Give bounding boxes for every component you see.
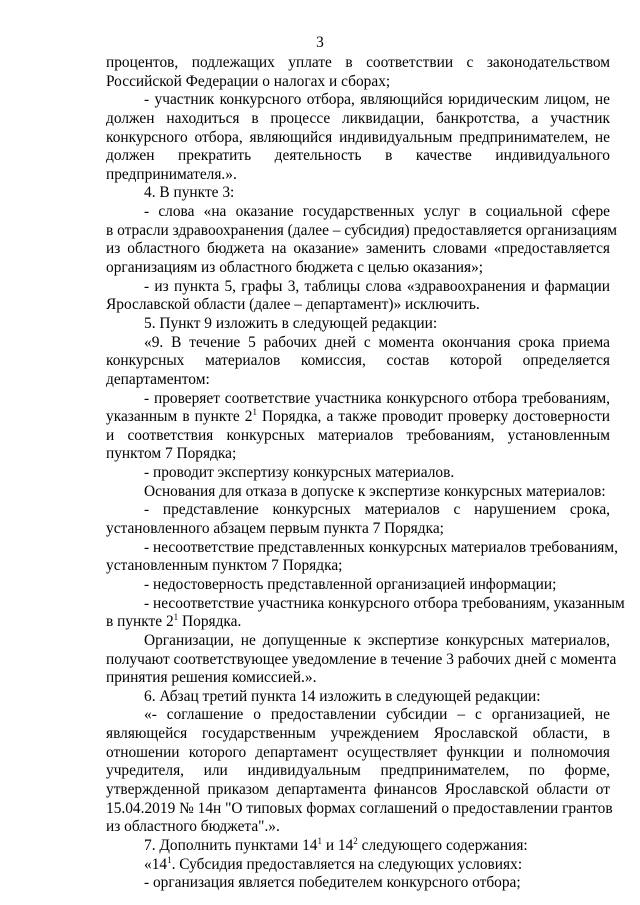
text-line — [106, 203, 610, 222]
text-segment: следующего содержания: — [357, 836, 528, 854]
text-segment: учредителя, или индивидуальным предпринимателем, по форме, — [106, 762, 610, 780]
text-line — [106, 464, 610, 483]
text-line — [106, 874, 610, 893]
text-line — [106, 129, 610, 148]
text-segment: должен находиться в процессе ликвидации, банкротства, а участник — [106, 109, 610, 127]
text-line — [106, 613, 610, 632]
text-line — [106, 594, 625, 614]
text-segment: Ярославской области (далее – департамент)» исключить. — [106, 296, 480, 314]
text-segment: Порядка. — [178, 613, 242, 631]
text-line — [106, 837, 610, 856]
text-segment: установленным пунктом 7 Порядка; — [106, 557, 343, 575]
text-line — [106, 501, 610, 520]
text-segment: - из пункта 5, графы 3, таблицы слова «здравоохранения и фармации — [144, 277, 610, 295]
text-segment: - представление конкурсных материалов с нарушением срока, — [144, 501, 610, 519]
text-segment: - организация является победителем конкурсного отбора; — [144, 874, 521, 892]
text-line — [106, 762, 610, 781]
text-segment: - проводит экспертизу конкурсных материалов. — [144, 464, 455, 482]
text-line — [106, 240, 610, 259]
text-line — [106, 259, 610, 278]
text-line — [106, 856, 610, 875]
superscript: 1 — [317, 835, 322, 846]
text-line — [106, 73, 610, 92]
text-segment: в пункте 2 — [106, 613, 174, 631]
text-line — [106, 334, 610, 353]
text-line — [106, 184, 610, 203]
text-segment: процентов, подлежащих уплате в соответствии с законодательством — [106, 54, 610, 71]
text-segment: департаментом: — [106, 370, 210, 388]
text-segment: в отрасли здравоохранения (далее – субсидия) предоставляется организациям — [106, 221, 618, 239]
text-line — [106, 650, 617, 670]
text-segment: «14 — [144, 855, 168, 873]
text-line — [106, 818, 610, 837]
page-number: 3 — [316, 34, 324, 51]
text-line — [106, 799, 613, 819]
superscript: 1 — [167, 854, 172, 865]
text-segment: указанным в пункте 2 — [106, 408, 253, 426]
text-segment: . Субсидия предоставляется на следующих условиях: — [171, 855, 523, 873]
text-line — [106, 54, 610, 73]
text-segment: 4. В пункте 3: — [144, 184, 235, 202]
text-segment: пунктом 7 Порядка; — [106, 445, 237, 463]
text-line — [106, 669, 610, 688]
text-segment: отношении которого департамент осуществляет функции и полномочия — [106, 743, 610, 761]
text-segment: организациям из областного бюджета с целью оказания»; — [106, 259, 484, 277]
text-segment: Основания для отказа в допуске к экспертизе конкурсных материалов: — [144, 482, 606, 500]
text-line — [106, 538, 618, 558]
text-segment: и соответствия конкурсных материалов требованиям, установленным — [106, 426, 610, 444]
text-segment: установленного абзацем первым пункта 7 Порядка; — [106, 520, 444, 538]
text-segment: являющейся государственным учреждением Ярославской области, в — [106, 725, 610, 743]
text-line — [106, 688, 610, 707]
text-line — [106, 315, 610, 334]
text-segment: - участник конкурсного отбора, являющийся юридическим лицом, не — [144, 91, 610, 109]
superscript: 1 — [252, 407, 257, 418]
superscript: 1 — [173, 612, 179, 623]
text-segment: Российской Федерации о налогах и сборах; — [106, 72, 391, 90]
text-segment: получают соответствующее уведомление в течение 3 рабочих дней с момента — [106, 650, 617, 668]
text-segment: конкурсных материалов комиссия, состав которой определяется — [106, 352, 610, 370]
text-line — [106, 427, 610, 446]
text-line — [106, 445, 610, 464]
text-segment: 15.04.2019 № 14н "О типовых формах соглашений о предоставлении грантов — [106, 799, 613, 817]
text-segment: «9. В течение 5 рабочих дней с момента окончания срока приема — [144, 333, 610, 351]
document-body — [106, 54, 625, 893]
text-line — [106, 390, 610, 409]
text-line — [106, 744, 610, 763]
text-line — [106, 781, 610, 800]
text-line — [106, 483, 610, 502]
text-line — [106, 296, 610, 315]
text-segment: 7. Дополнить пунктами 14 — [144, 836, 318, 854]
text-line — [106, 576, 610, 595]
superscript: 2 — [353, 835, 358, 846]
text-line — [106, 110, 610, 129]
text-line — [106, 371, 610, 390]
text-line — [106, 221, 618, 241]
text-line — [106, 147, 610, 166]
text-segment: Организации, не допущенные к экспертизе конкурсных материалов, — [144, 631, 610, 649]
text-segment: принятия решения комиссией.». — [106, 669, 317, 687]
text-line — [106, 725, 610, 744]
text-line — [106, 91, 610, 110]
text-segment: - проверяет соответствие участника конкурсного отбора требованиям, — [144, 389, 610, 407]
text-line — [106, 632, 610, 651]
text-segment: и 14 — [321, 836, 354, 854]
text-segment: утвержденной приказом департамента финансов Ярославской области от — [106, 780, 610, 798]
text-segment: - несоответствие представленных конкурсных материалов требованиям, — [144, 538, 618, 556]
text-line — [106, 520, 610, 539]
text-segment: Порядка, а также проводит проверку достоверности — [256, 408, 610, 426]
text-line — [106, 352, 610, 371]
text-segment: - недостоверность представленной организацией информации; — [144, 575, 557, 593]
text-segment: «- соглашение о предоставлении субсидии – с организацией, не — [144, 706, 610, 724]
text-line — [106, 557, 610, 576]
text-segment: конкурсного отбора, являющийся индивидуальным предпринимателем, не — [106, 128, 610, 146]
text-line — [106, 706, 610, 725]
text-segment: из областного бюджета на оказание» заменить словами «предоставляется — [106, 240, 610, 258]
text-line — [106, 166, 610, 185]
text-segment: предпринимателя.». — [106, 165, 237, 183]
text-segment: - несоответствие участника конкурсного отбора требованиям, указанным — [144, 594, 625, 612]
text-segment: - слова «на оказание государственных услуг в социальной сфере — [144, 203, 610, 221]
text-segment: из областного бюджета".». — [106, 818, 280, 836]
text-line — [106, 408, 610, 427]
text-segment: должен прекратить деятельность в качестве индивидуального — [106, 147, 610, 165]
text-line — [106, 278, 610, 297]
text-segment: 6. Абзац третий пункта 14 изложить в следующей редакции: — [144, 687, 541, 705]
text-segment: 5. Пункт 9 изложить в следующей редакции: — [144, 314, 438, 332]
